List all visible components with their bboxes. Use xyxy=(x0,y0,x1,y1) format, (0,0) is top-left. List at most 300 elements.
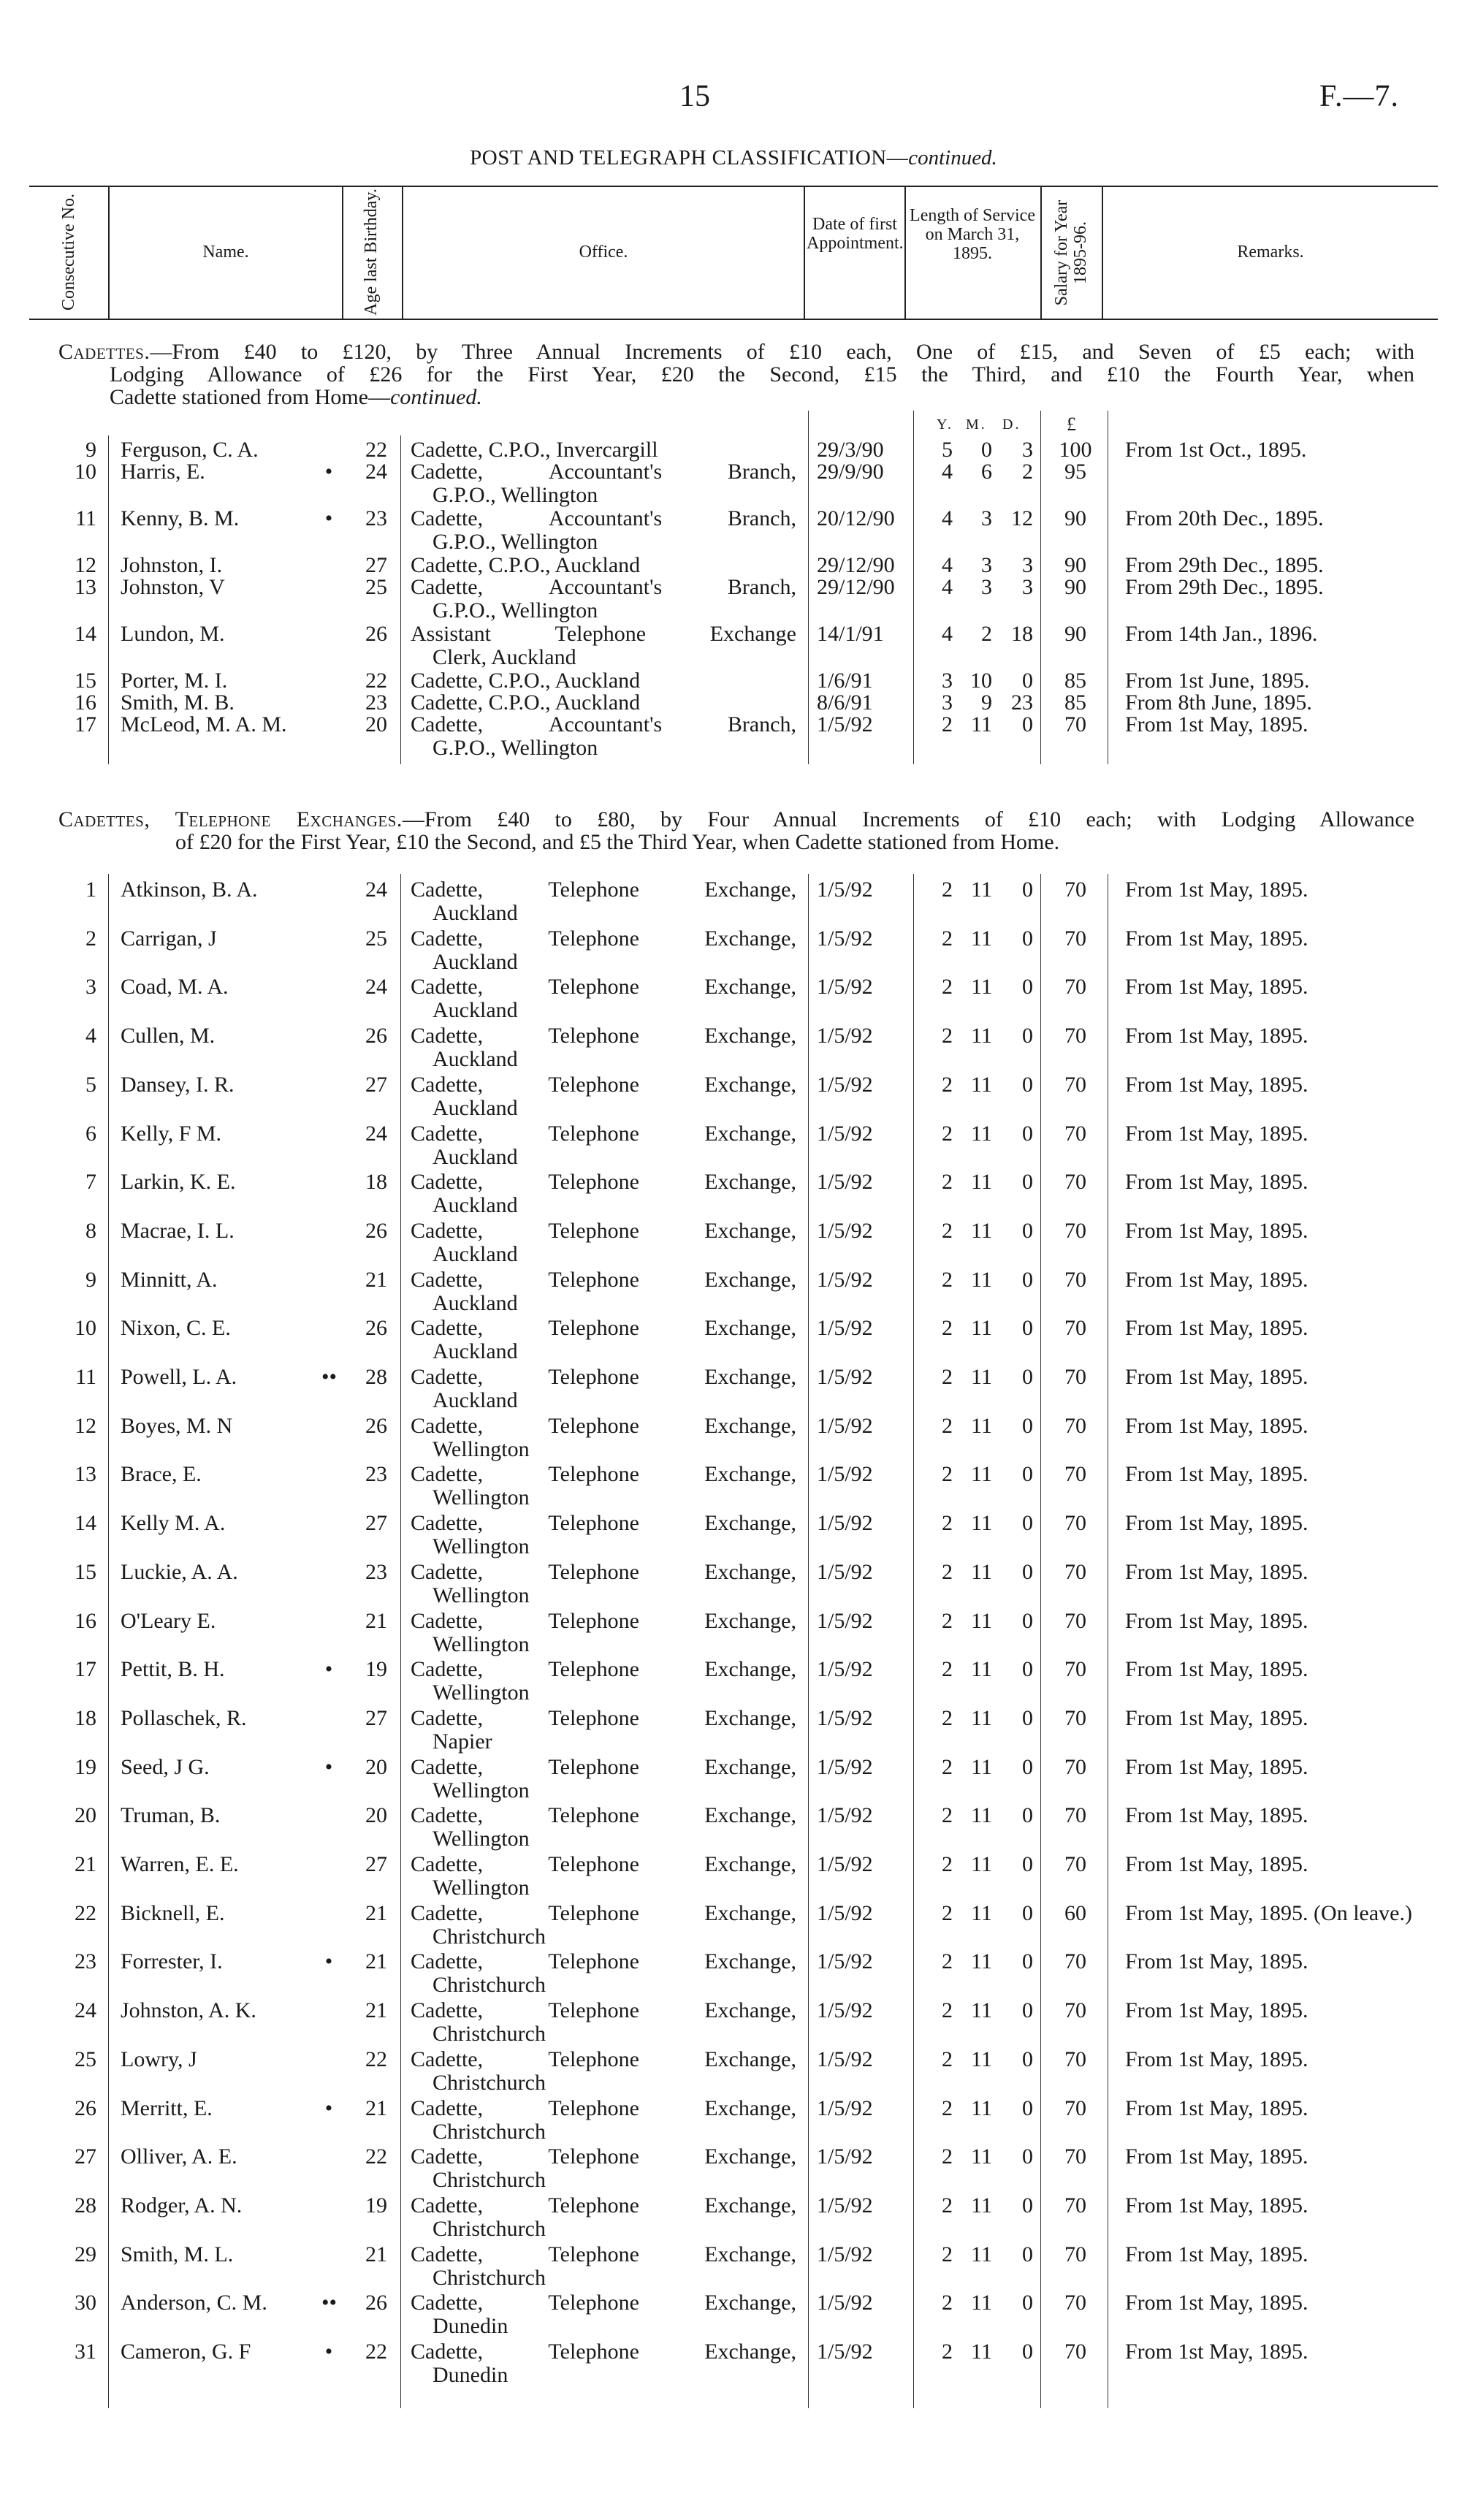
cell-age: 21 xyxy=(365,2095,387,2120)
cell-service-days: 0 xyxy=(1022,1803,1033,1828)
office-word: Exchange, xyxy=(704,1657,796,1682)
section-cadettes-heading xyxy=(58,340,1414,408)
cell-office-line1 xyxy=(411,1219,796,1243)
cell-date-appointment: 1/5/92 xyxy=(817,1462,873,1487)
cell-office-line1 xyxy=(411,1853,796,1876)
office-word: Exchange, xyxy=(704,2095,796,2120)
cell-office-line1 xyxy=(411,1463,796,1486)
cell-office-line2: Clerk, Auckland xyxy=(433,645,576,669)
cell-consecutive-no: 2 xyxy=(85,926,96,951)
office-word: Cadette, xyxy=(411,1462,484,1487)
cell-consecutive-no: 22 xyxy=(75,1900,96,1925)
office-word: Exchange, xyxy=(704,1072,796,1097)
cell-name: Atkinson, B. A. xyxy=(121,878,258,902)
cell-office-line2: Wellington xyxy=(433,1485,530,1510)
cell-office-line2: Christchurch xyxy=(433,2022,546,2047)
cell-service-years: 2 xyxy=(942,1072,953,1097)
cell-date-appointment: 1/5/92 xyxy=(817,2144,873,2169)
cell-office-line1 xyxy=(411,1950,796,1973)
office-word: Telephone xyxy=(548,1657,639,1682)
cell-service-months: 11 xyxy=(971,2144,992,2169)
cell-date-appointment: 14/1/91 xyxy=(817,622,884,646)
cell-office-line1 xyxy=(411,1756,796,1779)
table-row xyxy=(0,2291,1467,2342)
office-word: Telephone xyxy=(548,1559,639,1584)
cell-office-line1: Cadette, C.P.O., Invercargill xyxy=(411,438,658,462)
cell-office-line1 xyxy=(411,1902,796,1925)
cell-remarks: From 1st May, 1895. xyxy=(1125,1705,1308,1730)
table-row xyxy=(0,507,1467,558)
office-word: Assistant xyxy=(411,622,492,646)
header-bottom-rule xyxy=(29,319,1438,320)
cell-service-days: 0 xyxy=(1022,2144,1033,2169)
cell-name: Minnitt, A. xyxy=(121,1267,218,1292)
cell-salary: 90 xyxy=(1064,506,1086,530)
cell-remarks: From 14th Jan., 1896. xyxy=(1125,622,1318,646)
cell-salary: 70 xyxy=(1064,1511,1086,1536)
cell-age: 24 xyxy=(365,1121,387,1146)
cell-office xyxy=(411,1122,796,1169)
cell-salary: 70 xyxy=(1064,1413,1086,1438)
cell-date-appointment: 1/5/92 xyxy=(817,1267,873,1292)
office-word: Cadette, xyxy=(411,1705,484,1730)
cell-name: Johnston, I. xyxy=(121,553,223,577)
cell-service-years: 2 xyxy=(942,926,953,951)
cell-service-days: 0 xyxy=(1022,669,1033,693)
cell-service-months: 6 xyxy=(981,460,992,484)
cell-name: Olliver, A. E. xyxy=(121,2144,237,2169)
cell-office-line1 xyxy=(411,2048,796,2071)
office-word: Branch, xyxy=(727,506,796,530)
cell-office xyxy=(411,1317,796,1363)
cell-consecutive-no: 26 xyxy=(75,2095,96,2120)
cell-service-months: 11 xyxy=(971,1462,992,1487)
cell-age: 26 xyxy=(365,1024,387,1048)
cell-service-days: 0 xyxy=(1022,1218,1033,1243)
cell-office xyxy=(411,1561,796,1607)
cell-name: O'Leary E. xyxy=(121,1608,216,1633)
col-header-no: Consecutive No. xyxy=(59,194,78,311)
cell-office-line2: Auckland xyxy=(433,901,518,925)
cell-consecutive-no: 21 xyxy=(75,1852,96,1876)
cell-age: 24 xyxy=(365,975,387,1000)
office-word: Exchange, xyxy=(704,1121,796,1146)
cell-salary: 70 xyxy=(1064,1170,1086,1195)
office-word: Exchange, xyxy=(704,1803,796,1828)
cell-name: Lowry, J xyxy=(121,2047,197,2071)
cell-office-line1 xyxy=(411,975,796,999)
cell-office-line2: Auckland xyxy=(433,1047,518,1072)
office-word: Cadette, xyxy=(411,1949,484,1974)
cell-salary: 70 xyxy=(1064,926,1086,951)
cell-service-days: 0 xyxy=(1022,1511,1033,1536)
cell-office xyxy=(411,878,796,925)
title-continued: continued. xyxy=(908,146,997,170)
cell-office-line1 xyxy=(411,927,796,951)
section-text-line xyxy=(58,386,1414,408)
office-word: Cadette, xyxy=(411,1072,484,1097)
cell-service-days: 0 xyxy=(1022,1657,1033,1682)
cell-salary: 70 xyxy=(1064,1218,1086,1243)
cell-salary: 70 xyxy=(1064,1559,1086,1584)
cell-salary: 100 xyxy=(1059,438,1092,462)
office-word: Telephone xyxy=(548,2340,639,2364)
table-row xyxy=(0,2145,1467,2196)
cell-marker: • xyxy=(324,460,333,484)
cell-service-days: 0 xyxy=(1022,2242,1033,2266)
cell-age: 22 xyxy=(365,2047,387,2071)
office-word: Accountant's xyxy=(548,506,663,530)
office-word: Cadette, xyxy=(411,2047,484,2071)
cell-date-appointment: 1/5/92 xyxy=(817,1852,873,1876)
cell-service-years: 3 xyxy=(942,690,953,715)
cell-office-line2: Auckland xyxy=(433,1095,518,1120)
cell-office-line1 xyxy=(411,1415,796,1438)
cell-name: Forrester, I. xyxy=(121,1949,223,1974)
cell-office xyxy=(411,1610,796,1656)
cell-service-months: 11 xyxy=(971,1754,992,1779)
cell-service-years: 2 xyxy=(942,1900,953,1925)
office-word: Exchange, xyxy=(704,1267,796,1292)
cell-service-days: 3 xyxy=(1022,438,1033,462)
office-word: Telephone xyxy=(548,1900,639,1925)
cell-age: 18 xyxy=(365,1170,387,1195)
cell-salary: 70 xyxy=(1064,1754,1086,1779)
cell-service-days: 12 xyxy=(1011,506,1033,530)
cell-office xyxy=(411,1999,796,2046)
cell-office xyxy=(411,1804,796,1851)
cell-age: 27 xyxy=(365,1072,387,1097)
cell-age: 23 xyxy=(365,1462,387,1487)
cell-office-line1: Cadette, C.P.O., Auckland xyxy=(411,690,641,715)
cell-office-line2: Auckland xyxy=(433,1144,518,1169)
cell-office-line1: Cadette, C.P.O., Auckland xyxy=(411,553,641,577)
cell-service-years: 2 xyxy=(942,1949,953,1974)
cell-date-appointment: 1/5/92 xyxy=(817,1657,873,1682)
cell-office xyxy=(411,554,796,577)
cell-service-years: 4 xyxy=(942,506,953,530)
office-word: Cadette, xyxy=(411,1218,484,1243)
cell-service-years: 4 xyxy=(942,622,953,646)
cell-service-months: 11 xyxy=(971,1998,992,2023)
cell-age: 21 xyxy=(365,1998,387,2023)
table-row xyxy=(0,1268,1467,1320)
cell-service-days: 0 xyxy=(1022,1608,1033,1633)
cell-service-years: 2 xyxy=(942,1657,953,1682)
cell-office-line2: Wellington xyxy=(433,1632,530,1656)
cell-service-years: 2 xyxy=(942,1608,953,1633)
cell-age: 27 xyxy=(365,1852,387,1876)
cell-service-days: 0 xyxy=(1022,1267,1033,1292)
cell-office xyxy=(411,1366,796,1412)
table-row xyxy=(0,2097,1467,2148)
office-word: Telephone xyxy=(548,975,639,1000)
cell-service-months: 11 xyxy=(971,1852,992,1876)
cell-name: Nixon, C. E. xyxy=(121,1316,231,1341)
cell-age: 26 xyxy=(365,1413,387,1438)
office-word: Exchange, xyxy=(704,926,796,951)
cell-office xyxy=(411,1024,796,1071)
cell-service-days: 0 xyxy=(1022,1024,1033,1048)
cell-consecutive-no: 9 xyxy=(85,1267,96,1292)
office-word: Cadette, xyxy=(411,1121,484,1146)
cell-service-years: 2 xyxy=(942,1511,953,1536)
cell-service-days: 0 xyxy=(1022,1900,1033,1925)
cell-name: Larkin, K. E. xyxy=(121,1170,236,1195)
cell-service-years: 2 xyxy=(942,1754,953,1779)
table-row xyxy=(0,1804,1467,1855)
cell-marker: • xyxy=(324,506,333,530)
cell-service-days: 0 xyxy=(1022,1413,1033,1438)
cell-salary: 70 xyxy=(1064,1121,1086,1146)
cell-office-line1 xyxy=(411,1512,796,1535)
cell-remarks: From 1st May, 1895. xyxy=(1125,1121,1308,1146)
table-row xyxy=(0,1658,1467,1709)
cell-office-line2: Christchurch xyxy=(433,1924,546,1949)
office-word: Exchange, xyxy=(704,1949,796,1974)
cell-office xyxy=(411,2340,796,2387)
cell-age: 22 xyxy=(365,438,387,462)
cell-service-months: 11 xyxy=(971,712,992,736)
cell-office-line2: Auckland xyxy=(433,1241,518,1266)
cell-service-days: 0 xyxy=(1022,926,1033,951)
office-word: Cadette, xyxy=(411,575,484,599)
cell-consecutive-no: 13 xyxy=(75,1462,96,1487)
cell-marker: • xyxy=(324,1754,333,1779)
unit-pounds: £ xyxy=(1067,414,1078,435)
cell-remarks: From 1st May, 1895. xyxy=(1125,1559,1308,1584)
cell-name: Powell, L. A. xyxy=(121,1365,237,1389)
section-text: —From £40 to £80, by Four Annual Increments of £10 each; with Lodging Allowance xyxy=(402,807,1414,831)
office-word: Telephone xyxy=(548,2144,639,2169)
cell-service-months: 11 xyxy=(971,2095,992,2120)
cell-service-years: 4 xyxy=(942,575,953,599)
section-text-line: of £20 for the First Year, £10 the Second, and £5 the Third Year, when Cadette stationed from Home. xyxy=(175,830,1060,854)
cell-remarks: From 1st May, 1895. xyxy=(1125,1657,1308,1682)
col-header-age: Age last Birthday. xyxy=(362,189,381,316)
cell-service-years: 2 xyxy=(942,1852,953,1876)
cell-name: Coad, M. A. xyxy=(121,975,229,1000)
cell-service-years: 2 xyxy=(942,2047,953,2071)
cell-marker: • xyxy=(324,1949,333,1974)
col-header-salary: Salary for Year 1895-96. xyxy=(1052,199,1090,306)
cell-service-years: 2 xyxy=(942,975,953,1000)
cell-office-line2: Wellington xyxy=(433,1778,530,1803)
cell-consecutive-no: 5 xyxy=(85,1072,96,1097)
cell-date-appointment: 1/5/92 xyxy=(817,2047,873,2071)
cell-date-appointment: 1/5/92 xyxy=(817,1998,873,2023)
table-row xyxy=(0,1219,1467,1271)
cell-date-appointment: 1/5/92 xyxy=(817,1024,873,1048)
cell-name: Carrigan, J xyxy=(121,926,217,951)
cell-office-line2: Wellington xyxy=(433,1583,530,1607)
office-word: Exchange, xyxy=(704,1316,796,1341)
office-word: Telephone xyxy=(548,1852,639,1876)
cell-salary: 70 xyxy=(1064,2340,1086,2364)
cell-date-appointment: 1/5/92 xyxy=(817,1121,873,1146)
cell-date-appointment: 1/5/92 xyxy=(817,1803,873,1828)
cell-service-years: 2 xyxy=(942,1462,953,1487)
cell-office-line1 xyxy=(411,1658,796,1681)
office-word: Cadette, xyxy=(411,1316,484,1341)
table-row xyxy=(0,1756,1467,1807)
cell-service-months: 11 xyxy=(971,1365,992,1389)
cell-office-line1 xyxy=(411,576,796,599)
table-row xyxy=(0,2048,1467,2099)
cell-salary: 70 xyxy=(1064,1705,1086,1730)
cell-remarks: From 1st May, 1895. xyxy=(1125,1852,1308,1876)
cell-service-years: 2 xyxy=(942,2340,953,2364)
cell-office-line1 xyxy=(411,1268,796,1292)
table-row xyxy=(0,878,1467,929)
cell-consecutive-no: 25 xyxy=(75,2047,96,2071)
cell-date-appointment: 1/5/92 xyxy=(817,2095,873,2120)
cell-service-years: 2 xyxy=(942,1024,953,1048)
cell-consecutive-no: 12 xyxy=(75,1413,96,1438)
cell-consecutive-no: 12 xyxy=(75,553,96,577)
cell-office xyxy=(411,1950,796,1997)
office-word: Accountant's xyxy=(548,460,663,484)
cell-remarks: From 1st May, 1895. xyxy=(1125,2242,1308,2266)
section-text-line: Lodging Allowance of £26 for the First Year, £20 the Second, £15 the Third, and £10 the Fourth Year, when xyxy=(110,362,1414,387)
cell-date-appointment: 1/5/92 xyxy=(817,2242,873,2266)
cell-service-months: 11 xyxy=(971,2193,992,2218)
office-word: Cadette, xyxy=(411,1267,484,1292)
cell-service-days: 0 xyxy=(1022,1949,1033,1974)
col-header-service: Length of Service on March 31, 1895. xyxy=(910,206,1035,263)
office-word: Cadette, xyxy=(411,1754,484,1779)
cell-office-line1 xyxy=(411,2340,796,2364)
cell-salary: 70 xyxy=(1064,1365,1086,1389)
office-word: Branch, xyxy=(727,575,796,599)
cell-service-months: 11 xyxy=(971,1170,992,1195)
cell-service-years: 2 xyxy=(942,1218,953,1243)
cell-office xyxy=(411,438,796,462)
office-word: Cadette, xyxy=(411,1511,484,1536)
office-word: Telephone xyxy=(548,1316,639,1341)
cell-office-line2: Christchurch xyxy=(433,2168,546,2193)
cell-name: Johnston, A. K. xyxy=(121,1998,256,2023)
page-number: 15 xyxy=(679,80,710,113)
cell-service-days: 2 xyxy=(1022,460,1033,484)
office-word: Cadette, xyxy=(411,878,484,902)
cell-service-months: 0 xyxy=(981,438,992,462)
cell-consecutive-no: 30 xyxy=(75,2291,96,2315)
cell-office-line2: Auckland xyxy=(433,1290,518,1315)
cell-name: Seed, J G. xyxy=(121,1754,210,1779)
office-word: Branch, xyxy=(727,712,796,736)
cell-service-months: 11 xyxy=(971,2291,992,2315)
cell-office-line1 xyxy=(411,507,796,530)
cell-service-days: 3 xyxy=(1022,575,1033,599)
cell-service-years: 2 xyxy=(942,1705,953,1730)
cell-office-line2: Wellington xyxy=(433,1534,530,1559)
cell-salary: 70 xyxy=(1064,2291,1086,2315)
table-row xyxy=(0,1853,1467,1904)
cell-service-days: 0 xyxy=(1022,2340,1033,2364)
cell-date-appointment: 29/9/90 xyxy=(817,460,884,484)
cell-office-line2: Wellington xyxy=(433,1876,530,1900)
cell-service-years: 2 xyxy=(942,1267,953,1292)
cell-name: Lundon, M. xyxy=(121,622,225,646)
cell-service-years: 2 xyxy=(942,2193,953,2218)
office-word: Telephone xyxy=(548,1803,639,1828)
cell-date-appointment: 29/12/90 xyxy=(817,553,895,577)
cell-name: Macrae, I. L. xyxy=(121,1218,235,1243)
cell-age: 25 xyxy=(365,575,387,599)
cell-office-line1 xyxy=(411,1073,796,1097)
cell-remarks: From 1st May, 1895. xyxy=(1125,926,1308,951)
cell-service-years: 2 xyxy=(942,2095,953,2120)
cell-date-appointment: 1/5/92 xyxy=(817,1511,873,1536)
cell-remarks: From 29th Dec., 1895. xyxy=(1125,575,1324,599)
cell-name: McLeod, M. A. M. xyxy=(121,712,287,736)
unit-days: D. xyxy=(1002,416,1021,433)
cell-office xyxy=(411,713,796,760)
office-word: Telephone xyxy=(548,2291,639,2315)
office-word: Exchange, xyxy=(704,1462,796,1487)
table-row xyxy=(0,1707,1467,1758)
cell-office xyxy=(411,927,796,974)
cell-marker: • xyxy=(324,2095,333,2120)
cell-salary: 90 xyxy=(1064,575,1086,599)
cell-age: 20 xyxy=(365,1803,387,1828)
office-word: Cadette, xyxy=(411,2144,484,2169)
cell-office xyxy=(411,1512,796,1558)
cell-office-line2: Auckland xyxy=(433,1388,518,1412)
cell-remarks: From 1st May, 1895. xyxy=(1125,1413,1308,1438)
cell-service-months: 11 xyxy=(971,1657,992,1682)
cell-office xyxy=(411,691,796,715)
cell-date-appointment: 8/6/91 xyxy=(817,690,873,715)
cell-date-appointment: 1/6/91 xyxy=(817,669,873,693)
office-word: Telephone xyxy=(548,1121,639,1146)
cell-office xyxy=(411,460,796,507)
cell-remarks: From 1st May, 1895. xyxy=(1125,2193,1308,2218)
cell-remarks: From 29th Dec., 1895. xyxy=(1125,553,1324,577)
cell-name: Kenny, B. M. xyxy=(121,506,240,530)
office-word: Exchange, xyxy=(704,1218,796,1243)
cell-date-appointment: 1/5/92 xyxy=(817,1559,873,1584)
cell-office xyxy=(411,2243,796,2290)
cell-service-days: 0 xyxy=(1022,712,1033,736)
cell-service-days: 0 xyxy=(1022,1072,1033,1097)
cell-office xyxy=(411,2145,796,2192)
cell-service-days: 0 xyxy=(1022,2291,1033,2315)
cell-service-days: 0 xyxy=(1022,1754,1033,1779)
office-word: Exchange xyxy=(709,622,796,646)
office-word: Exchange, xyxy=(704,1024,796,1048)
cell-service-months: 11 xyxy=(971,878,992,902)
cell-service-months: 11 xyxy=(971,1121,992,1146)
office-word: Cadette, xyxy=(411,2291,484,2315)
cell-consecutive-no: 27 xyxy=(75,2144,96,2169)
section-continued: continued. xyxy=(390,385,482,409)
table-row xyxy=(0,975,1467,1027)
cell-service-months: 11 xyxy=(971,2242,992,2266)
table-row xyxy=(0,2194,1467,2245)
cell-date-appointment: 1/5/92 xyxy=(817,1754,873,1779)
office-word: Exchange, xyxy=(704,2047,796,2071)
cell-age: 21 xyxy=(365,2242,387,2266)
cell-name: Boyes, M. N xyxy=(121,1413,233,1438)
table-row xyxy=(0,1512,1467,1563)
cell-remarks: From 20th Dec., 1895. xyxy=(1125,506,1324,530)
cell-service-months: 2 xyxy=(981,622,992,646)
cell-salary: 70 xyxy=(1064,878,1086,902)
cell-age: 20 xyxy=(365,1754,387,1779)
cell-date-appointment: 1/5/92 xyxy=(817,1608,873,1633)
